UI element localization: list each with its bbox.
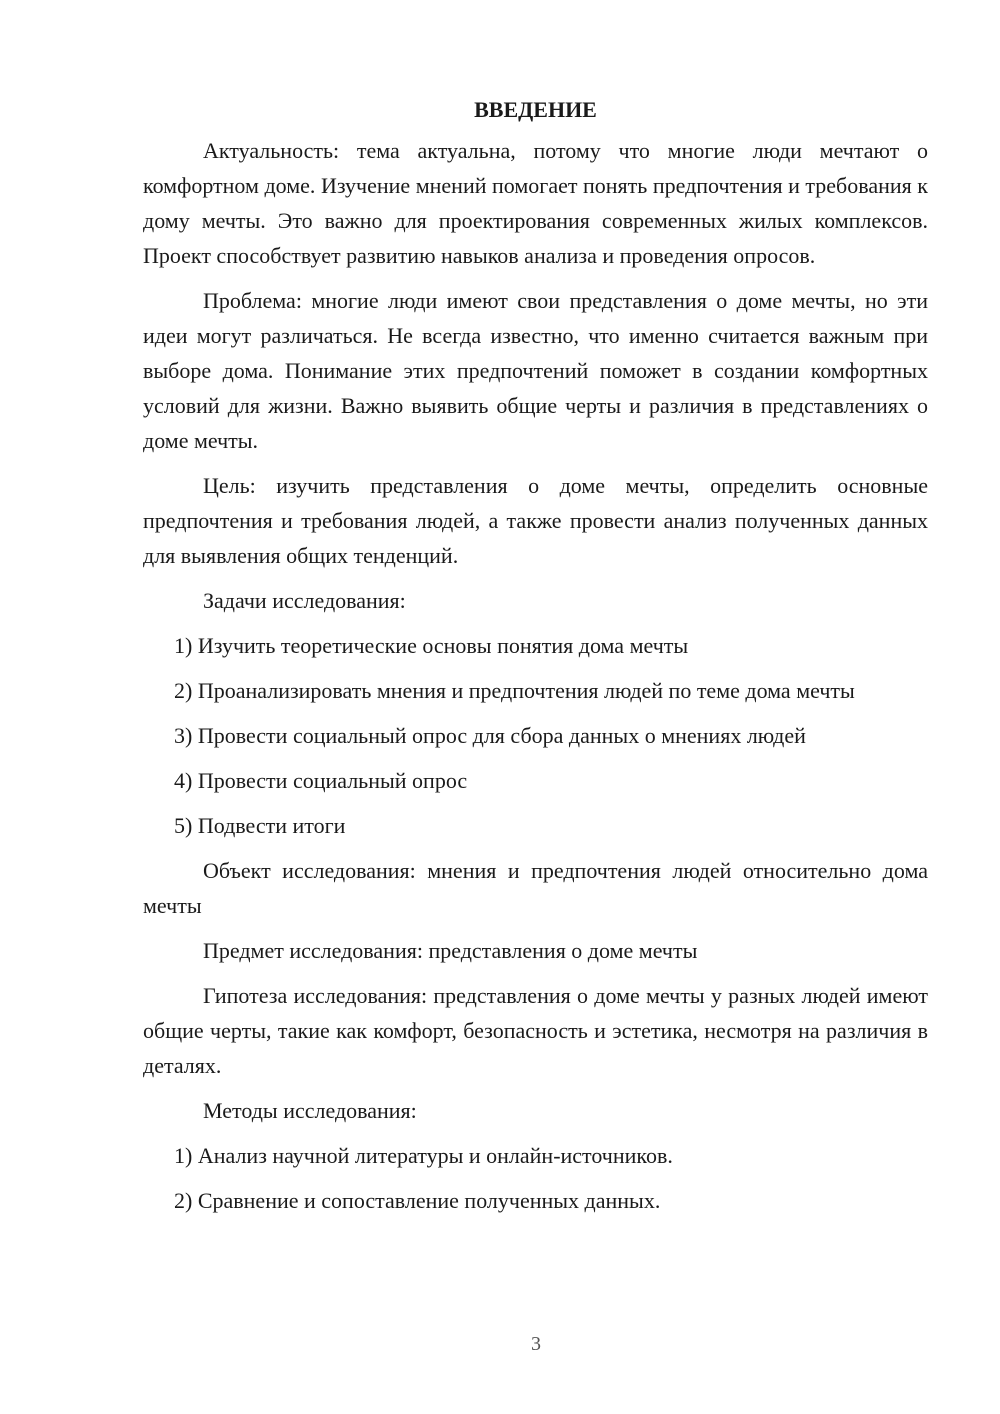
hypothesis-paragraph: Гипотеза исследования: представления о доме мечты у разных людей имеют общие черты, такие как комфорт, безопасность и эстетика, несмотря на различия в деталях. [143,983,928,1078]
task-item-1: 1) Изучить теоретические основы понятия дома мечты [174,633,689,658]
goal-paragraph: Цель: изучить представления о доме мечты, определить основные предпочтения и требования людей, а также провести анализ полученных данных для выявления общих тенденций. [143,473,928,568]
document-page [143,92,928,1228]
task-item-2: 2) Проанализировать мнения и предпочтения людей по теме дома мечты [174,678,855,703]
page-number: 3 [531,1333,541,1355]
tasks-title: Задачи исследования: [203,588,406,613]
task-item-4: 4) Провести социальный опрос [174,768,468,793]
task-item-5: 5) Подвести итоги [174,813,346,838]
method-item-2: 2) Сравнение и сопоставление полученных данных. [174,1188,661,1213]
relevance-paragraph: Актуальность: тема актуальна, потому что многие люди мечтают о комфортном доме. Изучение мнений помогает понять предпочтения и требования к дому мечты. Это важно для проектирования современных жилых комплексов. Проект способствует развитию навыков анализа и проведения опросов. [143,138,928,268]
methods-title: Методы исследования: [203,1098,417,1123]
task-item-3: 3) Провести социальный опрос для сбора данных о мнениях людей [174,723,806,748]
subject-paragraph: Предмет исследования: представления о доме мечты [203,938,698,963]
method-item-1: 1) Анализ научной литературы и онлайн-источников. [174,1143,673,1168]
problem-paragraph: Проблема: многие люди имеют свои представления о доме мечты, но эти идеи могут различаться. Не всегда известно, что именно считается важным при выборе дома. Понимание этих предпочтений поможет в создании комфортных условий для жизни. Важно выявить общие черты и различия в представлениях о доме мечты. [143,288,928,453]
object-paragraph: Объект исследования: мнения и предпочтения людей относительно дома мечты [143,858,928,918]
section-heading: ВВЕДЕНИЕ [474,97,597,122]
